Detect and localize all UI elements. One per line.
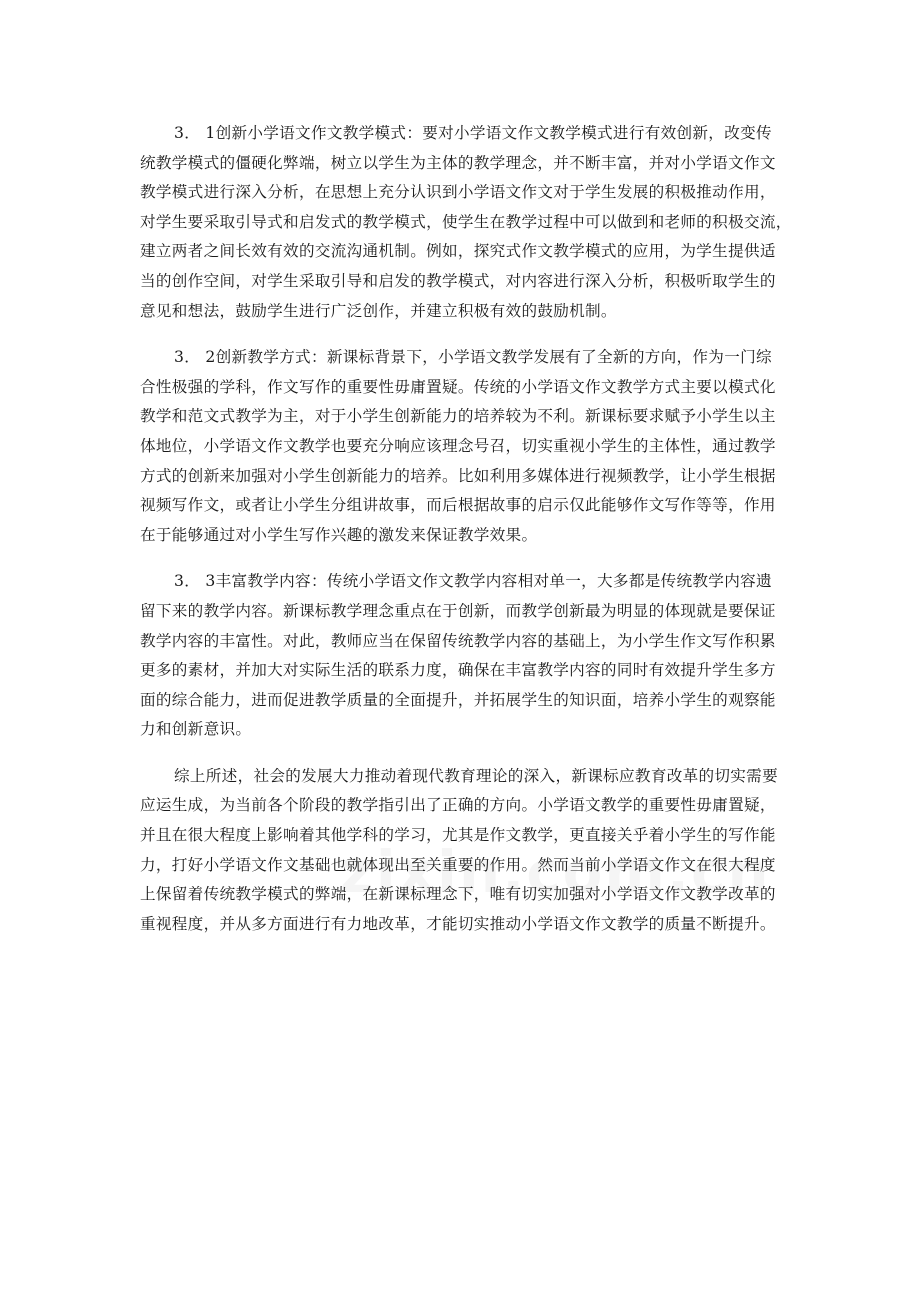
paragraph-3-3 — [140, 567, 800, 745]
text-line: 更多的素材，并加大对实际生活的联系力度，确保在丰富教学内容的同时有效提升学生多方 — [140, 661, 776, 680]
text-line: 3． 2创新教学方式：新课标背景下，小学语文教学发展有了全新的方向，作为一门综 — [174, 348, 772, 367]
text-line: 统教学模式的僵硬化弊端，树立以学生为主体的教学理念，并不断丰富，并对小学语文作文 — [140, 153, 776, 172]
text-line: 上保留着传统教学模式的弊端，在新课标理念下，唯有切实加强对小学语文作文教学改革的 — [140, 885, 776, 904]
paragraph-3-2 — [140, 343, 800, 550]
paragraph-3-1 — [140, 119, 800, 326]
text-line: 意见和想法，鼓励学生进行广泛创作，并建立积极有效的鼓励机制。 — [140, 301, 617, 320]
text-line: 体地位，小学语文作文教学也要充分响应该理念号召，切实重视小学生的主体性，通过教学 — [140, 436, 776, 455]
text-line: 留下来的教学内容。新课标教学理念重点在于创新，而教学创新最为明显的体现就是要保证 — [140, 601, 776, 620]
document-body — [140, 119, 800, 956]
text-line: 合性极强的学科，作文写作的重要性毋庸置疑。传统的小学语文作文教学方式主要以模式化 — [140, 377, 776, 396]
text-line: 面的综合能力，进而促进教学质量的全面提升，并拓展学生的知识面，培养小学生的观察能 — [140, 690, 776, 709]
text-line: 并且在很大程度上影响着其他学科的学习，尤其是作文教学，更直接关乎着小学生的写作能 — [140, 826, 776, 845]
text-line: 力，打好小学语文作文基础也就体现出至关重要的作用。然而当前小学语文作文在很大程度 — [140, 855, 776, 874]
text-line: 3． 3丰富教学内容：传统小学语文作文教学内容相对单一，大多都是传统教学内容遗 — [174, 572, 772, 591]
text-line: 教学和范文式教学为主，对于小学生创新能力的培养较为不利。新课标要求赋予小学生以主 — [140, 407, 776, 426]
text-line: 综上所述，社会的发展大力推动着现代教育理论的深入，新课标应教育改革的切实需要 — [174, 766, 778, 785]
text-line: 当的创作空间，对学生采取引导和启发的教学模式，对内容进行深入分析，积极听取学生的 — [140, 271, 776, 290]
text-line: 重视程度，并从多方面进行有力地改革，才能切实推动小学语文作文教学的质量不断提升。 — [140, 914, 776, 933]
text-line: 力和创新意识。 — [140, 720, 252, 739]
paragraph-conclusion — [140, 762, 800, 940]
text-line: 视频写作文，或者让小学生分组讲故事，而后根据故事的启示仅此能够作文写作等等，作用 — [140, 496, 776, 515]
text-line: 对学生要采取引导式和启发式的教学模式，使学生在教学过程中可以做到和老师的积极交流， — [140, 212, 792, 231]
text-line: 建立两者之间长效有效的交流沟通机制。例如，探究式作文教学模式的应用，为学生提供适 — [140, 242, 776, 261]
text-line: 教学模式进行深入分析，在思想上充分认识到小学语文作文对于学生发展的积极推动作用， — [140, 183, 776, 202]
text-line: 3． 1创新小学语文作文教学模式：要对小学语文作文教学模式进行有效创新，改变传 — [174, 124, 772, 142]
text-line: 教学内容的丰富性。对此，教师应当在保留传统教学内容的基础上，为小学生作文写作积累 — [140, 631, 776, 650]
text-line: 应运生成，为当前各个阶段的教学指引出了正确的方向。小学语文教学的重要性毋庸置疑， — [140, 796, 776, 815]
text-line: 方式的创新来加强对小学生创新能力的培养。比如利用多媒体进行视频教学，让小学生根据 — [140, 466, 776, 485]
text-line: 在于能够通过对小学生写作兴趣的激发来保证教学效果。 — [140, 525, 538, 544]
